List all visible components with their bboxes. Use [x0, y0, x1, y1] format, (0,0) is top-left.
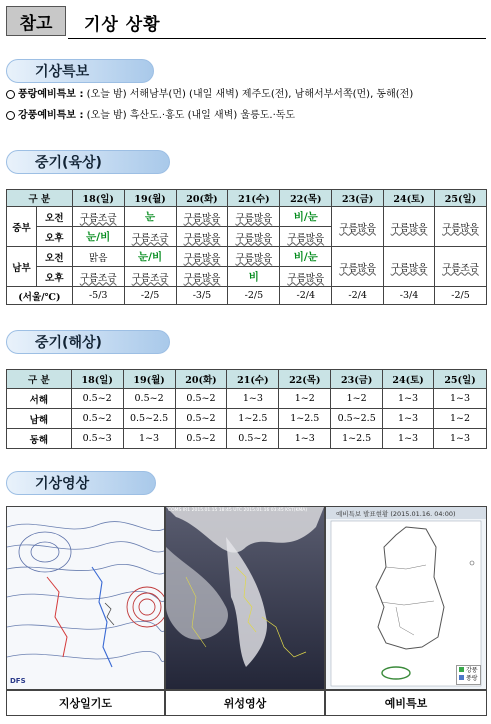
- page-title: 기상 상황: [84, 15, 161, 35]
- sea-cell: 0.5~3: [71, 429, 123, 449]
- sea-cell: 0.5~2.5: [331, 409, 383, 429]
- legend-item-wind: [459, 667, 478, 675]
- land-cell: 구름조금: [435, 247, 487, 287]
- land-day: 22(목): [280, 190, 332, 207]
- land-cell: 눈: [124, 207, 176, 227]
- sea-day: 20(화): [175, 370, 227, 389]
- sea-cell: 1~2.5: [279, 409, 331, 429]
- sea-cell: 0.5~2: [123, 389, 175, 409]
- region-south: 남부: [7, 247, 37, 287]
- legend-item-wave: [459, 675, 478, 683]
- land-cell: 구름조금: [124, 227, 176, 247]
- sea-cell: 1~2: [279, 389, 331, 409]
- sea-cell: 0.5~2: [175, 429, 227, 449]
- seoul-label: (서울/℃): [7, 287, 73, 305]
- warning-text: (오늘 밤) 서해남부(먼) (내일 새벽) 제주도(전), 남해서부서쪽(먼), 동해(전): [83, 89, 414, 100]
- warning-text: (오늘 밤) 흑산도.·홍도 (내일 새벽) 울릉도.·독도: [83, 110, 296, 121]
- sea-cell: 1~3: [123, 429, 175, 449]
- header-badge: 참고: [6, 6, 66, 36]
- land-cell: 눈/비: [124, 247, 176, 267]
- land-day: 24(토): [384, 190, 435, 207]
- am-label: 오전: [36, 207, 72, 227]
- land-cell: 비/눈: [280, 247, 332, 267]
- table-row: [7, 207, 487, 227]
- sea-forecast-table: [6, 369, 487, 449]
- pm-label: 오후: [36, 227, 72, 247]
- bullet-icon: [6, 90, 15, 99]
- temp-cell: -2/4: [332, 287, 384, 305]
- sea-cell: 1~3: [383, 429, 434, 449]
- table-row: [7, 409, 487, 429]
- land-day: 20(화): [176, 190, 228, 207]
- temp-cell: -3/4: [384, 287, 435, 305]
- table-row: [7, 247, 487, 267]
- table-row: [7, 429, 487, 449]
- section-mid-land: 중기(육상): [6, 150, 170, 174]
- sea-cell: 1~3: [434, 389, 487, 409]
- land-cell: 맑음: [72, 247, 124, 267]
- section-mid-sea: 중기(해상): [6, 330, 170, 354]
- land-forecast-table: [6, 189, 487, 305]
- satellite-image: [165, 506, 325, 690]
- caption-warning-map: 예비특보: [325, 690, 487, 716]
- sea-cell: 0.5~2.5: [123, 409, 175, 429]
- caption-satellite: 위성영상: [165, 690, 325, 716]
- sea-day: 23(금): [331, 370, 383, 389]
- land-cell: 구름많음: [435, 207, 487, 247]
- land-cell: 구름많음: [332, 207, 384, 247]
- sea-cell: 1~3: [434, 429, 487, 449]
- sea-cell: 1~2: [331, 389, 383, 409]
- land-cell: 구름많음: [384, 247, 435, 287]
- sea-cell: 1~3: [383, 409, 434, 429]
- sea-day: 19(월): [123, 370, 175, 389]
- land-cell: 구름많음: [176, 227, 228, 247]
- temp-cell: -3/5: [176, 287, 228, 305]
- sea-day: 21(수): [227, 370, 279, 389]
- sea-cell: 1~3: [227, 389, 279, 409]
- temp-cell: -2/5: [228, 287, 280, 305]
- sea-day: 18(일): [71, 370, 123, 389]
- land-cell: 구름많음: [332, 247, 384, 287]
- land-cell: 구름많음: [176, 207, 228, 227]
- legend-label: 강풍: [466, 667, 478, 674]
- header-rule: [68, 38, 486, 39]
- pm-label: 오후: [36, 267, 72, 287]
- land-cell: 구름많음: [280, 227, 332, 247]
- sea-cell: 1~2.5: [227, 409, 279, 429]
- satellite-header: COMS IR1 2015.01.15 18:45 UTC 2015.01.16 03:45 KST(KMA): [168, 508, 308, 513]
- land-cell: 비/눈: [280, 207, 332, 227]
- sea-cell: 0.5~2: [175, 389, 227, 409]
- sea-cell: 0.5~2: [71, 389, 123, 409]
- bullet-icon: [6, 111, 15, 120]
- temp-cell: -2/5: [435, 287, 487, 305]
- sea-header-row: [7, 370, 487, 389]
- sea-corner: 구 분: [7, 370, 72, 389]
- caption-surface-chart: 지상일기도: [6, 690, 165, 716]
- table-row: [7, 287, 487, 305]
- warning-map-image: [325, 506, 487, 690]
- sea-cell: 1~3: [279, 429, 331, 449]
- sea-cell: 1~3: [383, 389, 434, 409]
- land-day: 25(일): [435, 190, 487, 207]
- sea-name: 동해: [7, 429, 72, 449]
- chart-stamp: DFS: [10, 677, 26, 685]
- sea-cell: 0.5~2: [227, 429, 279, 449]
- temp-cell: -2/4: [280, 287, 332, 305]
- warning-label: 강풍예비특보 :: [18, 110, 84, 121]
- land-cell: 구름많음: [176, 247, 228, 267]
- land-cell: 구름많음: [228, 227, 280, 247]
- table-row: [7, 389, 487, 409]
- map-legend: [456, 665, 481, 685]
- warning-line-wind: [6, 109, 295, 123]
- land-cell: 구름많음: [176, 267, 228, 287]
- sea-cell: 0.5~2: [175, 409, 227, 429]
- region-central: 중부: [7, 207, 37, 247]
- sea-name: 서해: [7, 389, 72, 409]
- temp-cell: -2/5: [124, 287, 176, 305]
- land-day: 21(수): [228, 190, 280, 207]
- warning-label: 풍랑예비특보 :: [18, 89, 84, 100]
- warning-map-graphic: [326, 507, 486, 689]
- land-day: 18(일): [72, 190, 124, 207]
- land-cell: 비: [228, 267, 280, 287]
- land-cell: 구름많음: [228, 247, 280, 267]
- land-cell: 구름조금: [72, 207, 124, 227]
- legend-label: 풍랑: [466, 675, 478, 682]
- sea-day: 25(일): [434, 370, 487, 389]
- am-label: 오전: [36, 247, 72, 267]
- sea-cell: 0.5~2: [71, 409, 123, 429]
- satellite-graphic: [166, 507, 324, 689]
- map-title: 예비특보 발표현황 (2015.01.16. 04:00): [336, 510, 456, 518]
- section-images: 기상영상: [6, 471, 156, 495]
- land-cell: 구름조금: [72, 267, 124, 287]
- surface-chart-graphic: [7, 507, 164, 689]
- land-header-row: [7, 190, 487, 207]
- land-cell: 눈/비: [72, 227, 124, 247]
- surface-chart-image: [6, 506, 165, 690]
- section-warnings: 기상특보: [6, 59, 154, 83]
- land-cell: 구름많음: [384, 207, 435, 247]
- sea-cell: 1~2: [434, 409, 487, 429]
- sea-cell: 1~2.5: [331, 429, 383, 449]
- land-cell: 구름많음: [280, 267, 332, 287]
- land-cell: 구름조금: [124, 267, 176, 287]
- land-cell: 구름많음: [228, 207, 280, 227]
- temp-cell: -5/3: [72, 287, 124, 305]
- warning-line-wave: [6, 88, 413, 102]
- sea-name: 남해: [7, 409, 72, 429]
- land-day: 23(금): [332, 190, 384, 207]
- land-day: 19(월): [124, 190, 176, 207]
- land-corner: 구 분: [7, 190, 73, 207]
- sea-day: 22(목): [279, 370, 331, 389]
- sea-day: 24(토): [383, 370, 434, 389]
